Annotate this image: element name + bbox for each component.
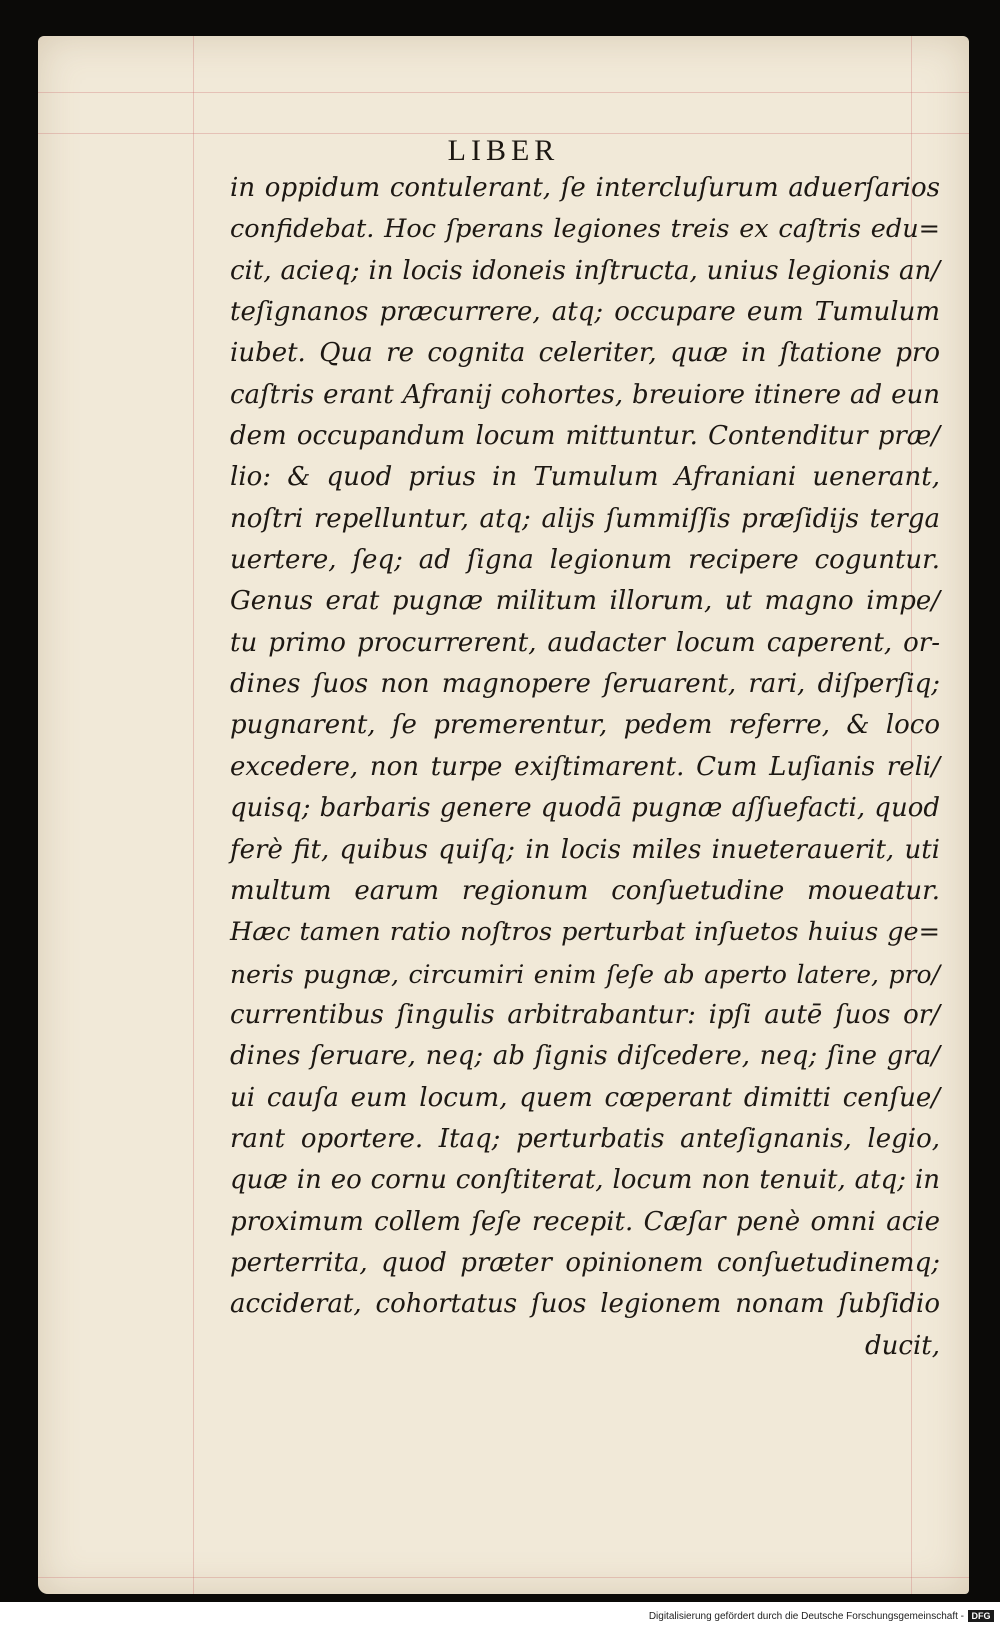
- text-line: pugnarent, ſe premerentur, pedem referre, & loco: [230, 710, 940, 741]
- text-line: neris pugnæ, circumiri enim ſeſe ab aperto latere, pro/: [230, 959, 940, 989]
- funding-credit: Digitalisierung gefördert durch die Deutsche Forschungsgemeinschaft -: [648, 1611, 964, 1622]
- text-line: Hæc tamen ratio noſtros perturbat inſuetos huius ge=: [230, 917, 940, 948]
- text-line: ui cauſa eum locum, quem cœperant dimitti cenſue/: [230, 1082, 940, 1113]
- text-line: currentibus ſingulis arbitrabantur: ipſi autē ſuos or/: [230, 999, 940, 1030]
- text-line: Genus erat pugnæ militum illorum, ut magno impe/: [230, 586, 940, 617]
- text-line: noſtri repelluntur, atq; alijs ſummiſſis præſidijs terga: [230, 503, 940, 534]
- text-block: [230, 168, 940, 1367]
- text-line: multum earum regionum conſuetudine moueatur.: [230, 875, 940, 906]
- text-line: in oppidum contulerant, ſe intercluſurum aduerſarios: [230, 173, 940, 203]
- text-line: dem occupandum locum mittuntur. Contenditur præ/: [230, 421, 940, 452]
- book-page: [38, 36, 969, 1594]
- text-line: cit, acieq; in locis idoneis inſtructa, unius legionis an/: [230, 255, 940, 286]
- ruled-line: [38, 92, 969, 93]
- text-line: lio: & quod prius in Tumulum Afraniani uenerant,: [230, 462, 940, 493]
- text-line: teſignanos præcurrere, atq; occupare eum Tumulum: [230, 297, 940, 328]
- text-line: tu primo procurrerent, audacter locum caperent, or-: [230, 627, 940, 658]
- text-line: perterrita, quod præter opinionem conſuetudinemq;: [230, 1247, 940, 1278]
- text-line: rant oportere. Itaq; perturbatis anteſignanis, legio,: [230, 1123, 940, 1154]
- text-line: dines ſuos non magnopere ſeruarent, rari, diſperſiq;: [230, 669, 940, 700]
- running-head: LIBER: [447, 134, 560, 167]
- text-line: iubet. Qua re cognita celeriter, quæ in ſtatione pro: [230, 338, 940, 369]
- text-line: quæ in eo cornu conſtiterat, locum non tenuit, atq; in: [230, 1165, 940, 1196]
- text-line: ducit,: [865, 1330, 940, 1361]
- text-line: dines ſeruare, neq; ab ſignis diſcedere, neq; ſine gra/: [230, 1041, 940, 1072]
- footer-bar: [0, 1602, 1000, 1632]
- dfg-logo: DFG: [968, 1610, 994, 1622]
- ruled-margin-line: [193, 36, 194, 1594]
- text-line: ferè fit, quibus quiſq; in locis miles inueterauerit, uti: [230, 834, 940, 865]
- text-line: proximum collem ſeſe recepit. Cæſar penè omni acie: [230, 1206, 940, 1237]
- text-line: excedere, non turpe exiſtimarent. Cum Luſianis reli/: [230, 751, 940, 782]
- text-line: quisq; barbaris genere quodā pugnæ aſſuefacti, quod: [230, 793, 940, 824]
- text-line: confidebat. Hoc ſperans legiones treis ex caſtris edu=: [230, 214, 940, 245]
- text-line: uertere, ſeq; ad ſigna legionum recipere coguntur.: [230, 545, 940, 576]
- text-line: caſtris erant Afranij cohortes, breuiore itinere ad eun: [230, 379, 940, 410]
- text-line: acciderat, cohortatus ſuos legionem nonam ſubſidio: [230, 1289, 940, 1320]
- ruled-line: [38, 1577, 969, 1578]
